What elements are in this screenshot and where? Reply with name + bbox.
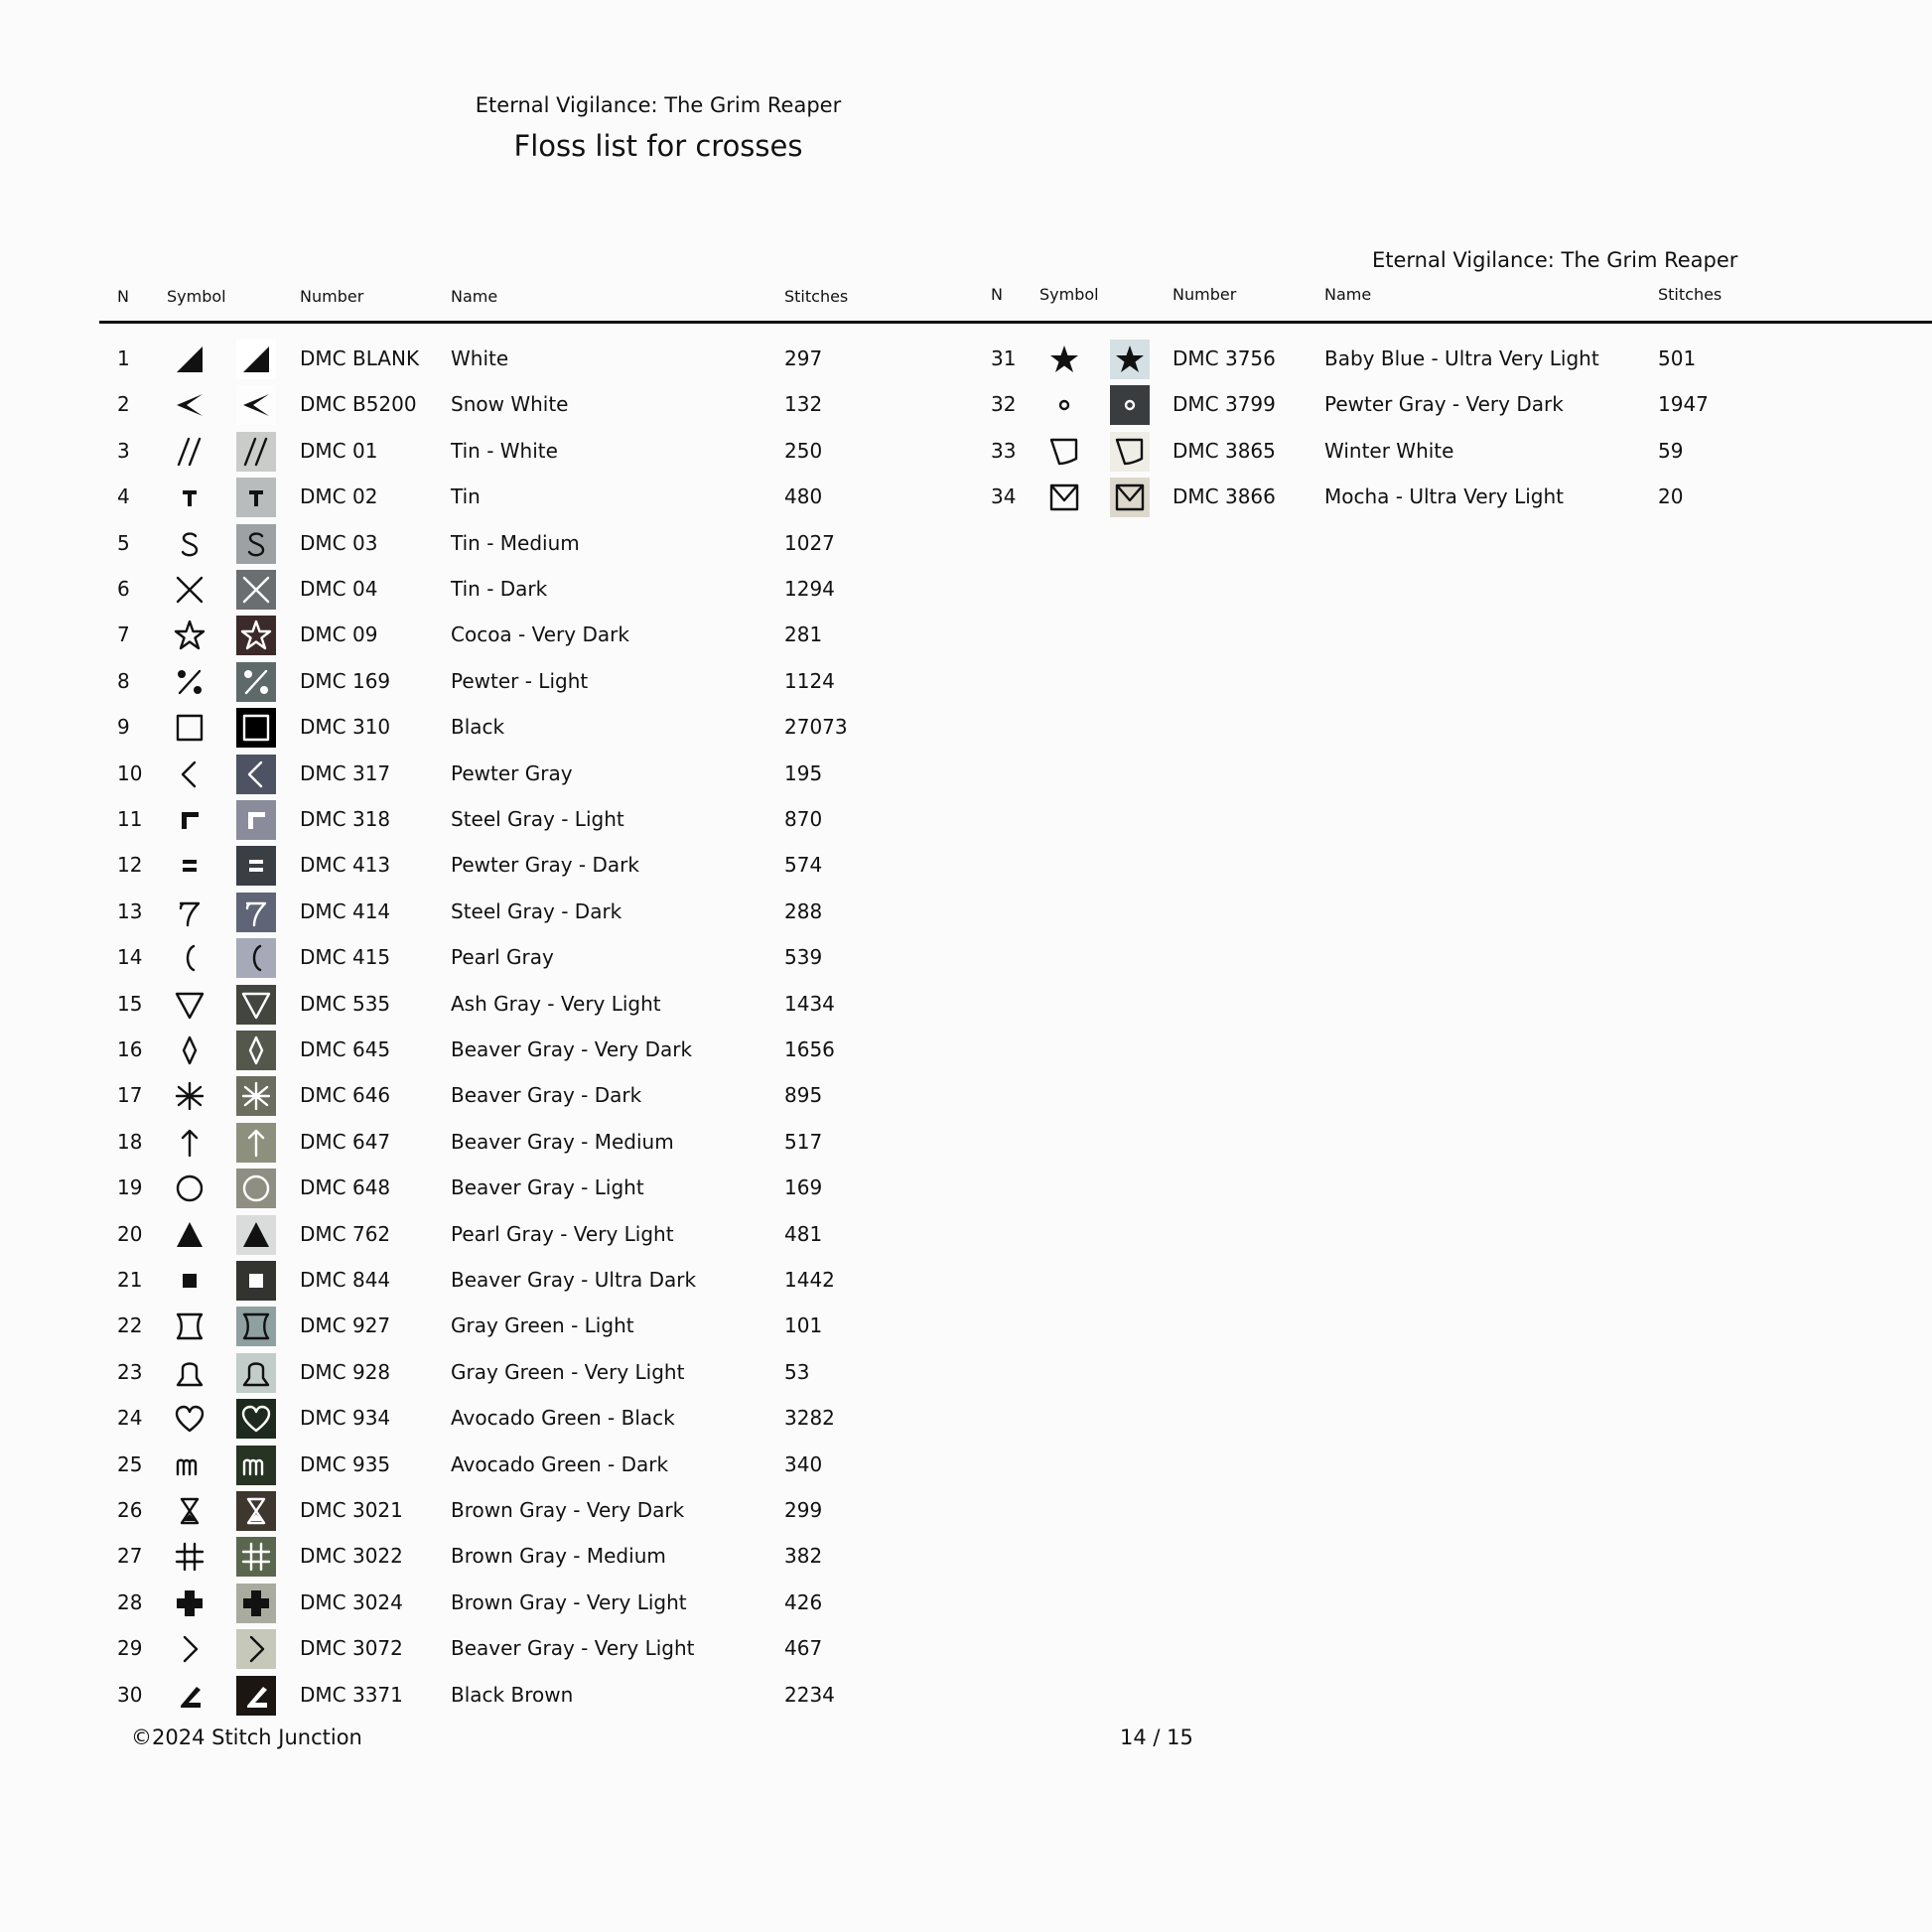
floss-name: Beaver Gray - Very Dark xyxy=(451,1037,693,1061)
floss-name: Tin - Medium xyxy=(451,530,580,555)
stitch-count: 467 xyxy=(784,1636,823,1661)
table-row xyxy=(0,1211,1932,1257)
stitch-count: 1124 xyxy=(784,668,835,693)
floss-number: DMC 648 xyxy=(300,1175,391,1200)
stitch-count: 895 xyxy=(784,1083,823,1108)
floss-name: Pewter Gray xyxy=(451,760,573,785)
color-swatch xyxy=(236,938,276,978)
color-swatch xyxy=(236,1446,276,1485)
x-cross-icon xyxy=(170,570,209,610)
stitch-count: 101 xyxy=(784,1313,823,1338)
color-swatch xyxy=(236,1353,276,1393)
letter-s-icon xyxy=(239,527,273,561)
floss-number: DMC 928 xyxy=(300,1359,391,1384)
floss-name: Steel Gray - Light xyxy=(451,807,624,831)
floss-number: DMC 762 xyxy=(300,1221,391,1246)
floss-number: DMC 04 xyxy=(300,577,378,601)
table-row xyxy=(0,566,1932,612)
letter-s-icon xyxy=(170,524,209,564)
color-swatch xyxy=(236,570,276,610)
table-row xyxy=(0,1395,1932,1441)
stitch-count: 281 xyxy=(784,622,823,647)
heart-outline-icon xyxy=(239,1402,273,1436)
header-stitches-left: Stitches xyxy=(784,287,849,306)
table-row xyxy=(0,842,1932,888)
row-number: 16 xyxy=(117,1037,143,1061)
stitch-count: 340 xyxy=(784,1451,823,1476)
color-swatch xyxy=(236,662,276,702)
stitch-count: 574 xyxy=(784,853,823,878)
crescent-icon xyxy=(170,938,209,978)
table-row xyxy=(0,751,1932,796)
floss-name: Avocado Green - Dark xyxy=(451,1451,669,1476)
stitch-count: 382 xyxy=(784,1544,823,1569)
floss-number: DMC 3756 xyxy=(1173,346,1276,370)
stitch-count: 1027 xyxy=(784,530,835,555)
percent-icon xyxy=(239,665,273,699)
x-cross-icon xyxy=(239,573,273,607)
floss-number: DMC 3371 xyxy=(300,1682,403,1707)
floss-name: Pearl Gray - Very Light xyxy=(451,1221,674,1246)
triangle-up-icon xyxy=(170,1215,209,1255)
hash-icon xyxy=(239,1540,273,1574)
stitch-count: 53 xyxy=(784,1359,810,1384)
floss-name: Snow White xyxy=(451,392,569,417)
bell-icon xyxy=(170,1353,209,1393)
color-swatch xyxy=(236,1076,276,1116)
floss-name: Beaver Gray - Ultra Dark xyxy=(451,1268,697,1292)
table-row xyxy=(0,704,1932,750)
table-row xyxy=(0,1303,1932,1348)
color-swatch xyxy=(236,616,276,655)
hourglass-filled-icon xyxy=(170,1491,209,1531)
table-row xyxy=(0,796,1932,842)
stitch-count: 299 xyxy=(784,1498,823,1522)
stitch-count: 501 xyxy=(1658,346,1697,370)
floss-name: Brown Gray - Very Dark xyxy=(451,1498,685,1522)
table-row xyxy=(0,1072,1932,1118)
stitch-count: 132 xyxy=(784,392,823,417)
crescent-icon xyxy=(239,941,273,975)
circle-outline-icon xyxy=(170,1169,209,1208)
header-n-left: N xyxy=(117,287,129,306)
heart-outline-icon xyxy=(170,1399,209,1439)
floss-number: DMC B5200 xyxy=(300,392,417,417)
small-circle-icon xyxy=(1044,385,1084,425)
chevron-left-icon xyxy=(170,755,209,794)
floss-number: DMC 3799 xyxy=(1173,392,1276,417)
footer-copyright: ©2024 Stitch Junction xyxy=(131,1725,362,1749)
color-swatch xyxy=(236,1169,276,1208)
chevron-left-icon xyxy=(239,758,273,791)
table-row xyxy=(0,1257,1932,1303)
floss-name: Pewter - Light xyxy=(451,668,589,693)
row-number: 23 xyxy=(117,1359,143,1384)
row-number: 32 xyxy=(991,392,1017,417)
floss-name: Steel Gray - Dark xyxy=(451,898,622,923)
row-number: 9 xyxy=(117,715,130,740)
color-swatch xyxy=(236,1491,276,1531)
diamond-outline-icon xyxy=(239,1034,273,1067)
header-symbol-right: Symbol xyxy=(1039,285,1099,304)
row-number: 34 xyxy=(991,484,1017,509)
document-subtitle: Floss list for crosses xyxy=(513,129,803,163)
header-name-left: Name xyxy=(451,287,498,306)
floss-name: Avocado Green - Black xyxy=(451,1406,675,1431)
floss-number: DMC 3072 xyxy=(300,1636,403,1661)
row-number: 20 xyxy=(117,1221,143,1246)
hash-icon xyxy=(170,1537,209,1577)
table-row xyxy=(0,889,1932,934)
table-row xyxy=(0,1349,1932,1395)
row-number: 29 xyxy=(117,1636,143,1661)
row-number: 12 xyxy=(117,853,143,878)
row-number: 19 xyxy=(117,1175,143,1200)
floss-name: Baby Blue - Ultra Very Light xyxy=(1324,346,1599,370)
color-swatch xyxy=(236,1676,276,1716)
color-swatch xyxy=(236,985,276,1025)
floss-name: Winter White xyxy=(1324,438,1454,463)
floss-number: DMC 844 xyxy=(300,1268,391,1292)
quarter-shape-icon xyxy=(1113,435,1147,469)
hourglass-filled-icon xyxy=(239,1494,273,1528)
floss-number: DMC 03 xyxy=(300,530,378,555)
table-row xyxy=(0,474,1932,519)
table-row xyxy=(0,1487,1932,1533)
row-number: 6 xyxy=(117,577,130,601)
floss-number: DMC 645 xyxy=(300,1037,391,1061)
corner-bracket-icon xyxy=(170,800,209,840)
table-row xyxy=(0,981,1932,1027)
square-filled-icon xyxy=(239,1264,273,1298)
floss-name: Mocha - Ultra Very Light xyxy=(1324,484,1564,509)
floss-number: DMC 535 xyxy=(300,991,391,1016)
row-number: 30 xyxy=(117,1682,143,1707)
table-row xyxy=(0,381,1932,427)
header-number-right: Number xyxy=(1173,285,1237,304)
floss-number: DMC 934 xyxy=(300,1406,391,1431)
color-swatch xyxy=(236,893,276,932)
row-number: 24 xyxy=(117,1406,143,1431)
row-number: 8 xyxy=(117,668,130,693)
color-swatch xyxy=(236,1584,276,1623)
star-outline-icon xyxy=(170,616,209,655)
table-row xyxy=(0,1442,1932,1487)
seven-icon xyxy=(170,893,209,932)
stitch-count: 20 xyxy=(1658,484,1684,509)
stitch-count: 1442 xyxy=(784,1268,835,1292)
table-row xyxy=(0,1165,1932,1210)
square-filled-icon xyxy=(170,1261,209,1301)
plus-filled-icon xyxy=(170,1584,209,1623)
hourglass-outline-icon xyxy=(239,1310,273,1343)
floss-number: DMC 3865 xyxy=(1173,438,1276,463)
table-row xyxy=(0,428,1932,474)
floss-number: DMC 310 xyxy=(300,715,391,740)
stitch-count: 288 xyxy=(784,898,823,923)
floss-name: Gray Green - Very Light xyxy=(451,1359,685,1384)
row-number: 31 xyxy=(991,346,1017,370)
row-number: 5 xyxy=(117,530,130,555)
color-swatch xyxy=(236,800,276,840)
floss-number: DMC 02 xyxy=(300,484,378,509)
check-wedge-icon xyxy=(239,1679,273,1713)
table-row xyxy=(0,336,1932,381)
table-row xyxy=(0,1533,1932,1579)
color-swatch xyxy=(236,1261,276,1301)
color-swatch xyxy=(1110,478,1150,517)
equals-icon xyxy=(170,846,209,886)
check-wedge-icon xyxy=(170,1676,209,1716)
asterisk-icon xyxy=(170,1076,209,1116)
percent-icon xyxy=(170,662,209,702)
floss-number: DMC 3021 xyxy=(300,1498,403,1522)
color-swatch xyxy=(1110,385,1150,425)
floss-name: Pewter Gray - Dark xyxy=(451,853,639,878)
floss-name: Beaver Gray - Light xyxy=(451,1175,644,1200)
star-filled-icon xyxy=(1113,343,1147,376)
row-number: 22 xyxy=(117,1313,143,1338)
stitch-count: 1947 xyxy=(1658,392,1709,417)
table-row xyxy=(0,520,1932,566)
star-filled-icon xyxy=(1044,340,1084,379)
square-outline-icon xyxy=(239,711,273,745)
triangle-down-icon xyxy=(170,985,209,1025)
diamond-outline-icon xyxy=(170,1031,209,1070)
stitch-count: 1434 xyxy=(784,991,835,1016)
floss-number: DMC 3024 xyxy=(300,1589,403,1614)
row-number: 28 xyxy=(117,1589,143,1614)
stitch-count: 480 xyxy=(784,484,823,509)
color-swatch xyxy=(236,1307,276,1346)
row-number: 27 xyxy=(117,1544,143,1569)
right-column-title: Eternal Vigilance: The Grim Reaper xyxy=(1372,248,1738,272)
floss-number: DMC 3022 xyxy=(300,1544,403,1569)
floss-name: Gray Green - Light xyxy=(451,1313,634,1338)
stitch-count: 1294 xyxy=(784,577,835,601)
table-row xyxy=(0,1672,1932,1718)
color-swatch xyxy=(236,1399,276,1439)
header-name-right: Name xyxy=(1324,285,1372,304)
row-number: 18 xyxy=(117,1129,143,1154)
floss-name: Brown Gray - Very Light xyxy=(451,1589,687,1614)
stitch-count: 481 xyxy=(784,1221,823,1246)
quarter-shape-icon xyxy=(1044,432,1084,472)
color-swatch xyxy=(236,1629,276,1669)
floss-number: DMC 647 xyxy=(300,1129,391,1154)
triangle-up-icon xyxy=(239,1218,273,1252)
floss-number: DMC 415 xyxy=(300,945,391,970)
document-title: Eternal Vigilance: The Grim Reaper xyxy=(475,93,842,117)
envelope-icon xyxy=(1044,478,1084,517)
floss-number: DMC 927 xyxy=(300,1313,391,1338)
floss-name: Pewter Gray - Very Dark xyxy=(1324,392,1564,417)
color-swatch xyxy=(236,708,276,748)
stitch-count: 426 xyxy=(784,1589,823,1614)
floss-number: DMC 318 xyxy=(300,807,391,831)
row-number: 14 xyxy=(117,945,143,970)
letter-m-icon xyxy=(170,1446,209,1485)
plus-filled-icon xyxy=(239,1587,273,1620)
color-swatch xyxy=(1110,432,1150,472)
chevron-right-icon xyxy=(239,1632,273,1666)
circle-outline-icon xyxy=(239,1172,273,1205)
stitch-count: 195 xyxy=(784,760,823,785)
stitch-count: 870 xyxy=(784,807,823,831)
row-number: 10 xyxy=(117,760,143,785)
floss-name: Cocoa - Very Dark xyxy=(451,622,629,647)
letter-m-icon xyxy=(239,1449,273,1482)
arrow-up-icon xyxy=(239,1126,273,1160)
equals-icon xyxy=(239,849,273,883)
floss-name: Brown Gray - Medium xyxy=(451,1544,666,1569)
floss-number: DMC 317 xyxy=(300,760,391,785)
floss-number: DMC 169 xyxy=(300,668,391,693)
floss-number: DMC 413 xyxy=(300,853,391,878)
floss-name: Tin xyxy=(451,484,481,509)
row-number: 13 xyxy=(117,898,143,923)
color-swatch xyxy=(236,1123,276,1163)
page-indicator: 14 / 15 xyxy=(1120,1725,1193,1749)
floss-number: DMC 935 xyxy=(300,1451,391,1476)
row-number: 33 xyxy=(991,438,1017,463)
star-outline-icon xyxy=(239,619,273,652)
header-number-left: Number xyxy=(300,287,364,306)
row-number: 26 xyxy=(117,1498,143,1522)
stitch-count: 250 xyxy=(784,438,823,463)
floss-name: Black xyxy=(451,715,505,740)
floss-number: DMC 3866 xyxy=(1173,484,1276,509)
table-row xyxy=(0,612,1932,657)
stitch-count: 539 xyxy=(784,945,823,970)
color-swatch xyxy=(236,1215,276,1255)
stitch-count: 517 xyxy=(784,1129,823,1154)
header-symbol-left: Symbol xyxy=(167,287,226,306)
color-swatch xyxy=(236,524,276,564)
stitch-count: 297 xyxy=(784,346,823,370)
stitch-count: 1656 xyxy=(784,1037,835,1061)
floss-name: Tin - Dark xyxy=(451,577,548,601)
table-row xyxy=(0,934,1932,980)
triangle-down-icon xyxy=(239,988,273,1022)
header-n-right: N xyxy=(991,285,1003,304)
floss-number: DMC 414 xyxy=(300,898,391,923)
envelope-icon xyxy=(1113,481,1147,514)
asterisk-icon xyxy=(239,1079,273,1113)
floss-name: Tin - White xyxy=(451,438,558,463)
color-swatch xyxy=(236,1537,276,1577)
floss-name: Beaver Gray - Medium xyxy=(451,1129,674,1154)
stitch-count: 27073 xyxy=(784,715,848,740)
table-row xyxy=(0,1119,1932,1165)
color-swatch xyxy=(1110,340,1150,379)
row-number: 4 xyxy=(117,484,130,509)
row-number: 7 xyxy=(117,622,130,647)
small-circle-icon xyxy=(1113,388,1147,422)
row-number: 11 xyxy=(117,807,143,831)
header-stitches-right: Stitches xyxy=(1658,285,1723,304)
row-number: 25 xyxy=(117,1451,143,1476)
square-outline-icon xyxy=(170,708,209,748)
floss-name: Beaver Gray - Dark xyxy=(451,1083,642,1108)
stitch-count: 3282 xyxy=(784,1406,835,1431)
floss-number: DMC 09 xyxy=(300,622,378,647)
color-swatch xyxy=(236,1031,276,1070)
floss-name: Ash Gray - Very Light xyxy=(451,991,661,1016)
chevron-right-icon xyxy=(170,1629,209,1669)
table-row xyxy=(0,1027,1932,1072)
floss-name: Black Brown xyxy=(451,1682,574,1707)
row-number: 1 xyxy=(117,346,130,370)
table-row xyxy=(0,658,1932,704)
row-number: 17 xyxy=(117,1083,143,1108)
table-row xyxy=(0,1580,1932,1625)
stitch-count: 169 xyxy=(784,1175,823,1200)
floss-number: DMC 01 xyxy=(300,438,378,463)
row-number: 21 xyxy=(117,1268,143,1292)
row-number: 15 xyxy=(117,991,143,1016)
arrow-up-icon xyxy=(170,1123,209,1163)
floss-name: White xyxy=(451,346,509,370)
hourglass-outline-icon xyxy=(170,1307,209,1346)
row-number: 2 xyxy=(117,392,130,417)
bell-icon xyxy=(239,1356,273,1390)
floss-name: Beaver Gray - Very Light xyxy=(451,1636,695,1661)
table-row xyxy=(0,1625,1932,1671)
floss-number: DMC 646 xyxy=(300,1083,391,1108)
color-swatch xyxy=(236,846,276,886)
corner-bracket-icon xyxy=(239,803,273,837)
floss-name: Pearl Gray xyxy=(451,945,554,970)
seven-icon xyxy=(239,896,273,929)
row-number: 3 xyxy=(117,438,130,463)
stitch-count: 59 xyxy=(1658,438,1684,463)
color-swatch xyxy=(236,755,276,794)
stitch-count: 2234 xyxy=(784,1682,835,1707)
floss-number: DMC BLANK xyxy=(300,346,420,370)
